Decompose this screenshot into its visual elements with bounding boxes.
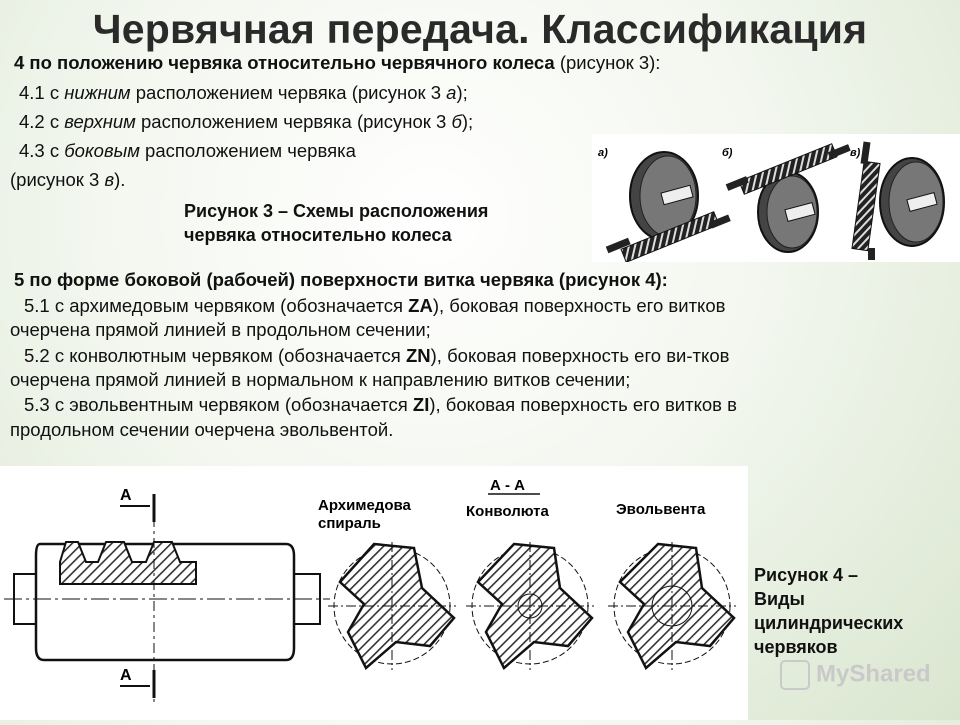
item-4-2-end: );: [461, 111, 474, 132]
item-4-3-cont-ref: в: [104, 169, 115, 190]
label-involute: Эвольвента: [616, 501, 706, 518]
item-5-1: [24, 295, 725, 317]
section-5-heading: 5 по форме боковой (рабочей) поверхности витка червяка (рисунок 4):: [14, 269, 668, 290]
label-section-aa: А - А: [490, 477, 525, 494]
item-5-3-pre: 5.3 с эвольвентным червяком (обозначается: [24, 394, 413, 415]
section-4-heading: [14, 52, 660, 74]
item-4-3-cont-pre: (рисунок 3: [10, 169, 105, 190]
item-4-2-post: расположением червяка (рисунок 3: [135, 111, 452, 132]
figure-3-drawing: [592, 134, 960, 262]
scheme-a-icon: [606, 152, 731, 262]
item-5-3: [24, 394, 737, 416]
section-4-heading-text: 4 по положению червяка относительно червячного колеса: [14, 52, 555, 73]
figure-3-caption-line-1: Рисунок 3 – Схемы расположения: [184, 201, 489, 221]
item-5-2-post: ), боковая поверхность его ви-тков: [430, 345, 730, 366]
item-5-2-cont: очерчена прямой линией в нормальном к направлению витков сечении;: [10, 369, 631, 390]
item-4-1: [19, 82, 468, 104]
item-4-2-italic: верхним: [64, 111, 136, 132]
item-4-2: [19, 111, 473, 133]
section-4-heading-ref: (рисунок 3):: [554, 52, 661, 73]
item-4-1-end: );: [456, 82, 468, 103]
item-5-3-cont: продольном сечении очерчена эвольвентой.: [10, 419, 394, 440]
label-archimedean-1: Архимедова: [318, 497, 411, 514]
page-title: Червячная передача. Классификация: [92, 6, 868, 52]
item-4-3-pre: 4.3 с: [19, 140, 65, 161]
figure-3-image: [592, 134, 960, 262]
involute-profile-icon: [608, 542, 736, 670]
item-4-2-ref: б: [451, 111, 462, 132]
figure-3-label-c: в): [850, 147, 861, 159]
figure-3-label-b: б): [722, 147, 733, 159]
item-5-1-pre: 5.1 с архимедовым червяком (обозначается: [24, 295, 409, 316]
figure-4-caption-line-2: Виды: [754, 589, 805, 609]
item-5-3-code: ZI: [412, 394, 430, 415]
watermark: [780, 660, 931, 690]
section-marker-top: А: [120, 487, 132, 504]
label-convolute: Конволюта: [466, 503, 549, 520]
item-4-1-post: расположением червяка (рисунок 3: [130, 82, 447, 103]
scheme-c-icon: [852, 142, 944, 260]
watermark-text: MyShared: [816, 660, 931, 688]
convolute-profile-icon: [466, 542, 594, 670]
item-4-2-pre: 4.2 с: [19, 111, 65, 132]
item-5-1-code: ZA: [408, 295, 433, 316]
item-5-1-post: ), боковая поверхность его витков: [432, 295, 726, 316]
item-5-2-code: ZN: [405, 345, 431, 366]
figure-4-caption-line-3: цилиндрических: [754, 613, 904, 633]
figure-4-drawing: [0, 466, 748, 720]
item-4-3-cont-end: ).: [114, 169, 126, 190]
scheme-b-icon: [726, 144, 851, 252]
figure-4-caption-line-4: червяков: [754, 637, 838, 657]
item-4-3-post: расположением червяка: [139, 140, 356, 161]
item-5-2-pre: 5.2 с конволютным червяком (обозначается: [24, 345, 406, 366]
item-4-1-pre: 4.1 с: [19, 82, 65, 103]
figure-4-image: [0, 466, 748, 720]
item-5-2: [24, 345, 729, 367]
item-4-3-italic: боковым: [64, 140, 140, 161]
watermark-logo-icon: [780, 660, 810, 690]
item-5-1-cont: очерчена прямой линией в продольном сечении;: [10, 319, 431, 340]
item-4-3: [19, 140, 356, 162]
archimedean-profile-icon: [328, 542, 456, 670]
worm-shaft-icon: [4, 494, 330, 702]
figure-4-caption-line-1: Рисунок 4 –: [754, 565, 858, 585]
figure-3-caption-line-2: червяка относительно колеса: [184, 225, 452, 245]
figure-3-label-a: а): [598, 147, 608, 159]
section-marker-bottom: А: [120, 667, 132, 684]
item-4-1-italic: нижним: [64, 82, 131, 103]
item-4-1-ref: а: [446, 82, 457, 103]
item-5-3-post: ), боковая поверхность его витков в: [429, 394, 737, 415]
label-archimedean-2: спираль: [318, 515, 381, 532]
item-4-3-cont: [10, 169, 125, 191]
